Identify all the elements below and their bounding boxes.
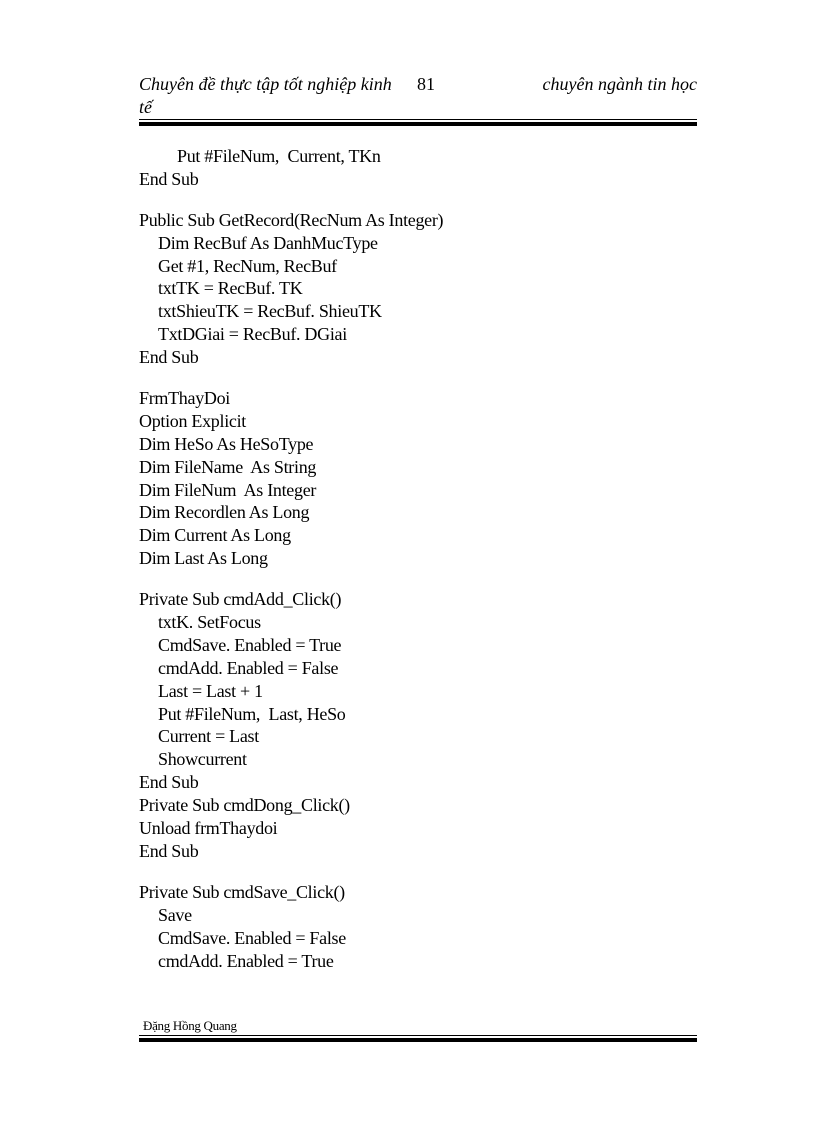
code-line: Save: [158, 904, 192, 925]
blank-line: [139, 863, 699, 881]
code-line: Get #1, RecNum, RecBuf: [158, 255, 337, 276]
code-line: Dim RecBuf As DanhMucType: [158, 232, 378, 253]
code-line: End Sub: [139, 772, 199, 793]
code-line: Last = Last + 1: [158, 680, 263, 701]
code-line: Unload frmThaydoi: [139, 818, 278, 839]
code-listing: [139, 145, 699, 972]
header-left-title: Chuyên đề thực tập tốt nghiệp kinh tế: [139, 74, 392, 117]
footer-author: Đặng Hồng Quang: [143, 1018, 237, 1033]
code-line: TxtDGiai = RecBuf. DGiai: [158, 324, 347, 345]
code-line: Dim HeSo As HeSoType: [139, 433, 314, 454]
code-line: End Sub: [139, 168, 199, 189]
code-line: Dim Recordlen As Long: [139, 502, 310, 523]
blank-line: [139, 369, 699, 387]
code-line: Dim FileName As String: [139, 456, 317, 477]
code-line: Private Sub cmdAdd_Click(): [139, 589, 342, 610]
code-line: Private Sub cmdSave_Click(): [139, 881, 345, 902]
code-line: CmdSave. Enabled = False: [158, 927, 346, 948]
code-line: Dim FileNum As Integer: [139, 479, 317, 500]
code-line: End Sub: [139, 840, 199, 861]
code-line: Dim Last As Long: [139, 548, 268, 569]
code-line: Public Sub GetRecord(RecNum As Integer): [139, 209, 444, 230]
code-line: FrmThayDoi: [139, 388, 230, 409]
code-line: Put #FileNum, Last, HeSo: [158, 703, 346, 724]
header-rule-thin: [139, 119, 697, 120]
footer-rule-thick: [139, 1038, 697, 1042]
code-line: txtTK = RecBuf. TK: [158, 278, 303, 299]
blank-line: [139, 191, 699, 209]
code-line: CmdSave. Enabled = True: [158, 634, 342, 655]
page-number: 81: [417, 74, 435, 94]
footer-rule-thin: [139, 1035, 697, 1036]
code-line: Current = Last: [158, 726, 259, 747]
code-line: Dim Current As Long: [139, 525, 291, 546]
code-line: Private Sub cmdDong_Click(): [139, 795, 350, 816]
blank-line: [139, 570, 699, 588]
code-line: txtK. SetFocus: [158, 612, 261, 633]
header-right-title: chuyên ngành tin học: [542, 74, 697, 94]
header-rule-thick: [139, 122, 697, 126]
code-line: cmdAdd. Enabled = True: [158, 950, 334, 971]
code-line: End Sub: [139, 347, 199, 368]
code-line: Put #FileNum, Current, TKn: [177, 146, 381, 166]
code-line: cmdAdd. Enabled = False: [158, 657, 339, 678]
code-line: txtShieuTK = RecBuf. ShieuTK: [158, 301, 382, 322]
code-line: Showcurrent: [158, 749, 247, 770]
code-line: Option Explicit: [139, 410, 246, 431]
